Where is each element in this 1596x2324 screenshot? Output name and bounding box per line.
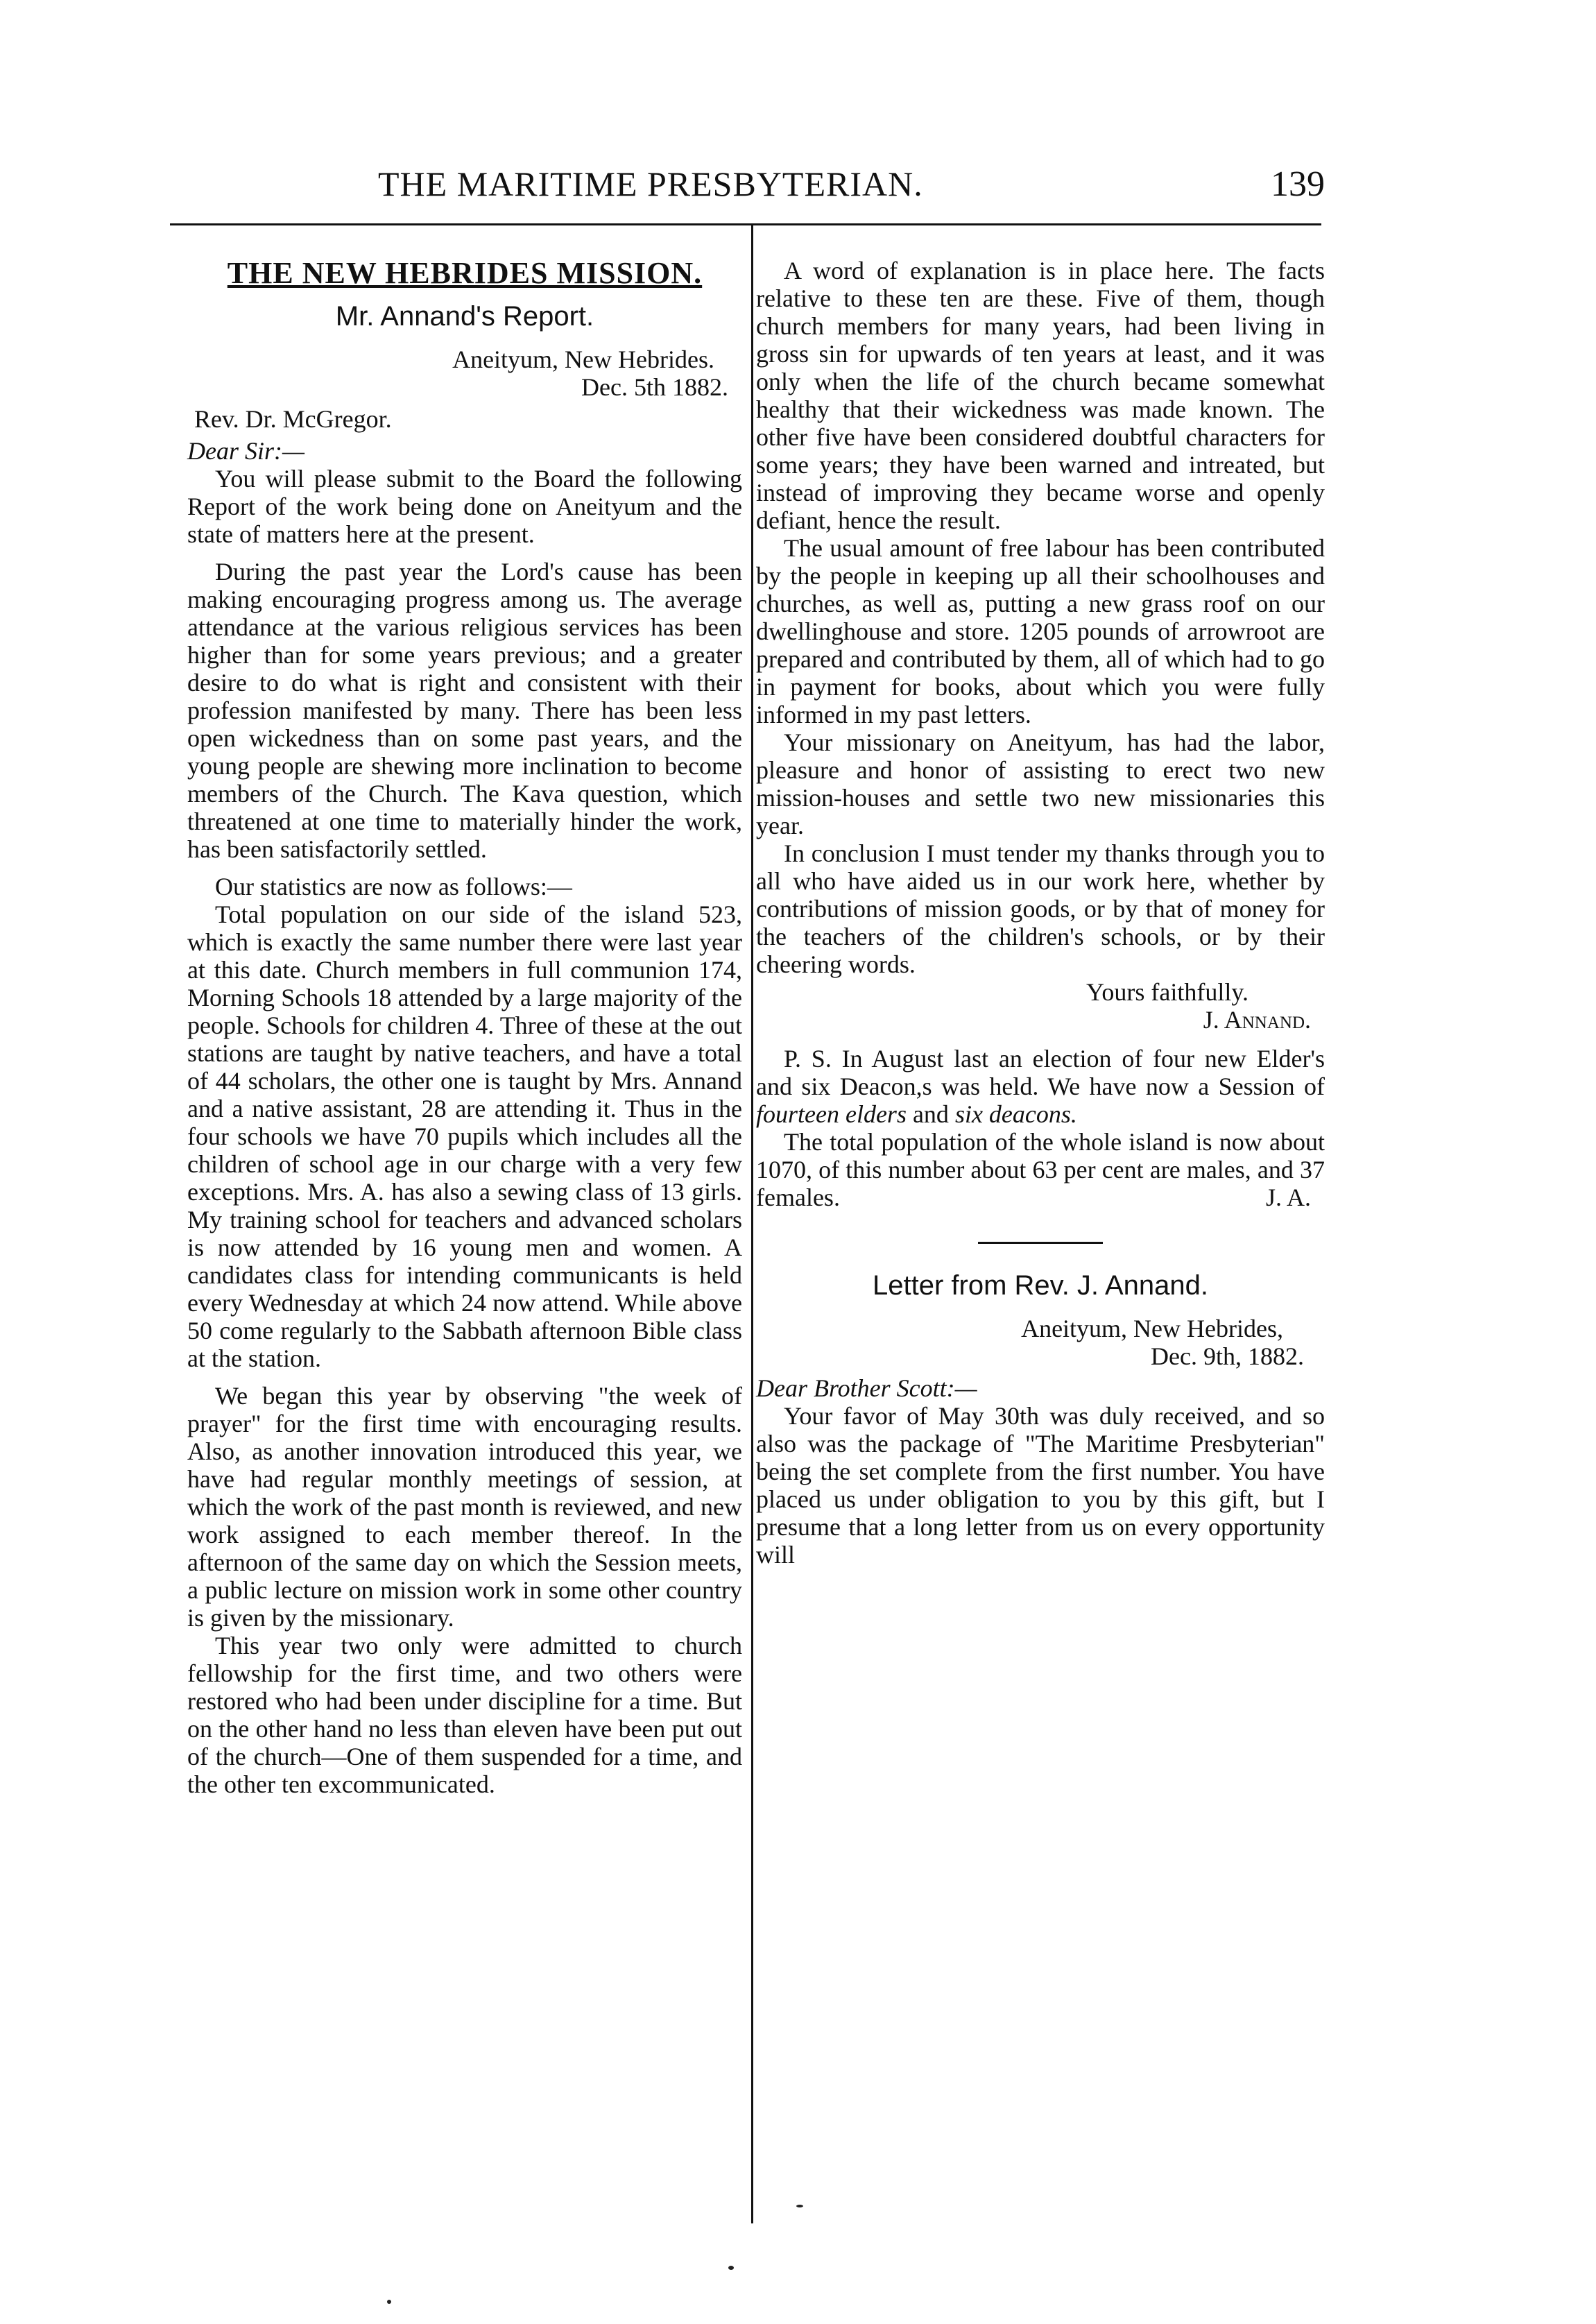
article-paragraph: The usual amount of free labour has been contributed by the people in keeping up all their schoolhouses and churches, as well as, putting a new grass roof on our dwellinghouse and store. 1205 pounds of arrowroot are prepared and contributed by them, all of which had to go in payment for books, about which you were fully informed in my past letters. xyxy=(756,534,1325,728)
page-header xyxy=(361,164,1325,212)
postscript xyxy=(756,1045,1325,1128)
article-paragraph: During the past year the Lord's cause has been making encouraging progress among us. The average attendance at the various religious services has been higher than for some years previous; and a greater desire to do what is right and consistent with their profession manifested by many. There has been less open wickedness than on some past years, and the young people are shewing more inclination to become members of the Church. The Kava question, which threatened at one time to materially hinder the work, has been satisfactorily settled. xyxy=(187,558,742,863)
scan-speck xyxy=(728,2266,734,2270)
article-paragraph: Our statistics are now as follows:— xyxy=(215,873,572,900)
article-addressee: Rev. Dr. McGregor. xyxy=(194,405,392,433)
scan-speck xyxy=(387,2300,391,2304)
header-rule xyxy=(170,223,1321,225)
postscript-paragraph xyxy=(756,1128,1325,1211)
letter-place: Aneityum, New Hebrides, xyxy=(1021,1315,1283,1342)
postscript-text: The total population of the whole island is now about 1070, of this number about 63 per cent are males, and 37 females. xyxy=(756,1128,1325,1211)
postscript-emphasis: six deacons. xyxy=(954,1100,1077,1128)
journal-title: THE MARITIME PRESBYTERIAN. xyxy=(378,164,923,203)
article-paragraph: A word of explanation is in place here. The facts relative to these ten are these. Five of them, though church members for many years, had been living in gross sin for upwards of ten years at least, and it was only when the life of the church became somewhat healthy that their wickedness was made known. The other five have been considered doubtful characters for some years; they have been warned and intreated, but instead of improving they became worse and openly defiant, hence the result. xyxy=(756,257,1325,534)
letter-date: Dec. 9th, 1882. xyxy=(1151,1342,1304,1370)
postscript-initials: J. A. xyxy=(1265,1184,1311,1211)
article-paragraph: You will please submit to the Board the following Report of the work being done on Aneityum and the state of matters here at the present. xyxy=(187,465,742,548)
article-place: Aneityum, New Hebrides. xyxy=(452,345,714,373)
page-number: 139 xyxy=(1271,164,1325,204)
article-paragraph: Total population on our side of the island 523, which is exactly the same number there were last year at this date. Church members in full communion 174, Morning Schools 18 attended by a large majority of the people. Schools for children 4. Three of these at the out stations are taught by native teachers, and have a total of 44 scholars, the other one is taught by Mrs. Annand and a native assistant, 28 are attending it. Thus in the four schools we have 70 pupils which includes all the children of school age in our charge with a very few exceptions. Mrs. A. has also a sewing class of 13 girls. My training school for teachers and advanced scholars is now attended by 16 young men and women. A candidates class for intending communicants is held every Wednesday at which 24 now attend. While above 50 come regularly to the Sabbath afternoon Bible class at the station. xyxy=(187,900,742,1372)
article-salutation: Dear Sir:— xyxy=(187,437,304,465)
postscript-emphasis: fourteen elders xyxy=(756,1100,907,1128)
postscript-text: P. S. In August last an election of four new Elder's and six Deacon,s was held. We have now a Session of xyxy=(756,1045,1325,1100)
left-column xyxy=(187,236,742,1798)
column-divider xyxy=(751,225,753,2223)
section-divider xyxy=(978,1242,1103,1244)
article-date: Dec. 5th 1882. xyxy=(581,373,728,401)
article-signature: J. Annand. xyxy=(1203,1006,1311,1034)
article-paragraph: In conclusion I must tender my thanks through you to all who have aided us in our work here, whether by contributions of mission goods, or by that of money for the teachers of the children's schools, or by their cheering words. xyxy=(756,839,1325,978)
right-column xyxy=(756,257,1325,1569)
scan-speck xyxy=(796,2205,803,2207)
letter-paragraph: Your favor of May 30th was duly received, and so also was the package of "The Maritime Presbyterian" being the set complete from the first number. You have placed us under obligation to you by this gift, but I presume that a long letter from us on every opportunity will xyxy=(756,1402,1325,1569)
article-paragraph: This year two only were admitted to church fellowship for the first time, and two others were restored who had been under discipline for a time. But on the other hand no less than eleven have been put out of the church—One of them suspended for a time, and the other ten excommunicated. xyxy=(187,1632,742,1798)
article-closing: Yours faithfully. xyxy=(1086,978,1249,1006)
letter-title: Letter from Rev. J. Annand. xyxy=(873,1270,1208,1301)
article-subhead: Mr. Annand's Report. xyxy=(335,301,594,332)
postscript-text: and xyxy=(906,1100,955,1128)
article-title: THE NEW HEBRIDES MISSION. xyxy=(227,256,703,290)
article-paragraph: We began this year by observing "the week of prayer" for the first time with encouraging results. Also, as another innovation introduced this year, we have had regular monthly meetings of session, at which the work of the past month is reviewed, and new work assigned to each member thereof. In the afternoon of the same day on which the Session meets, a public lecture on mission work in some other country is given by the missionary. xyxy=(187,1382,742,1632)
article-paragraph: Your missionary on Aneityum, has had the labor, pleasure and honor of assisting to erect two new mission-houses and settle two new missionaries this year. xyxy=(756,728,1325,839)
letter-salutation: Dear Brother Scott:— xyxy=(756,1374,977,1402)
